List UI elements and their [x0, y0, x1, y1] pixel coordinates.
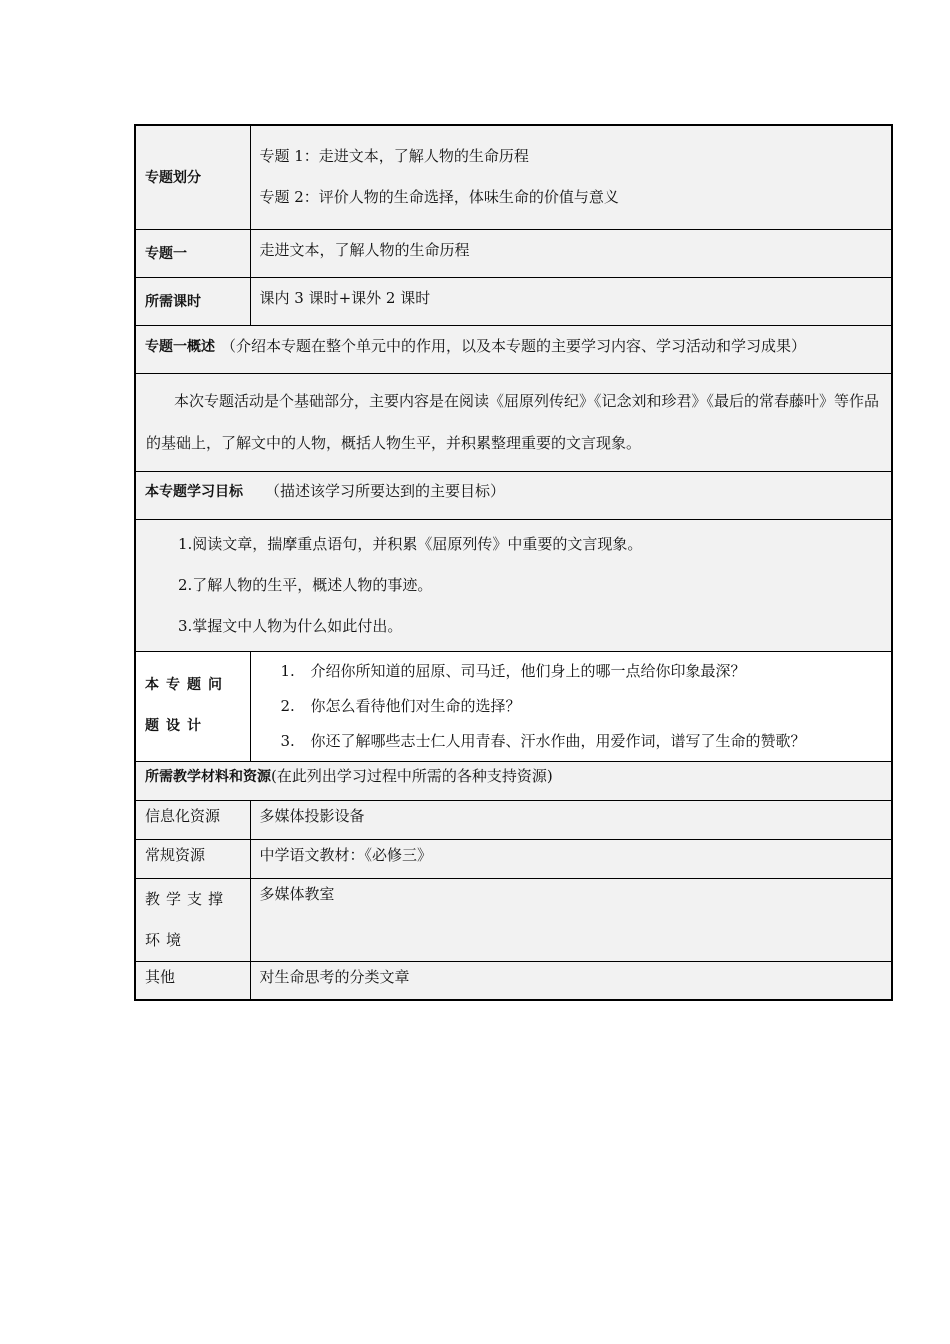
goal-item: 2.了解人物的生平，概述人物的事迹。	[178, 575, 433, 594]
goals-body	[135, 519, 892, 651]
questions-list	[250, 651, 892, 761]
goals-header-row	[135, 471, 892, 519]
resource-label: 信息化资源	[135, 800, 250, 839]
resource-value: 中学语文教材：《必修三》	[250, 839, 892, 878]
goal-item: 3.掌握文中人物为什么如此付出。	[178, 616, 403, 635]
question-item	[251, 654, 883, 689]
question-text: 你还了解哪些志士仁人用青春、汗水作曲，用爱作词，谱写了生命的赞歌？	[310, 731, 806, 750]
resource-value: 多媒体教室	[250, 878, 892, 961]
resource-row	[135, 800, 892, 839]
topic-one-value: 走进文本，了解人物的生命历程	[250, 229, 892, 277]
lesson-plan-table	[134, 124, 893, 1001]
overview-note: （介绍本专题在整个单元中的作用，以及本专题的主要学习内容、学习活动和学习成果）	[221, 336, 807, 355]
questions-label: 本专题问题设计	[135, 651, 250, 761]
resource-row	[135, 961, 892, 1000]
resources-header	[135, 761, 892, 800]
resource-row	[135, 839, 892, 878]
question-number: 2.	[280, 696, 295, 715]
resources-header-row	[135, 761, 892, 800]
question-item	[251, 689, 883, 724]
overview-header-row	[135, 325, 892, 373]
topic-line-2: 专题 2：评价人物的生命选择，体味生命的价值与意义	[259, 188, 619, 207]
goals-label: 本专题学习目标	[145, 483, 243, 500]
hours-value: 课内 3 课时+课外 2 课时	[250, 277, 892, 325]
topic-one-row	[135, 229, 892, 277]
overview-header	[135, 325, 892, 373]
topic-line-1: 专题 1：走进文本，了解人物的生命历程	[259, 147, 529, 166]
resource-label: 教学支撑环境	[135, 878, 250, 961]
hours-label: 所需课时	[135, 277, 250, 325]
resource-label: 其他	[135, 961, 250, 1000]
question-text: 你怎么看待他们对生命的选择？	[310, 696, 521, 715]
questions-row	[135, 651, 892, 761]
goals-header	[135, 471, 892, 519]
question-number: 3.	[280, 731, 295, 750]
resources-note: (在此列出学习过程中所需的各种支持资源)	[271, 766, 553, 785]
goal-item: 1.阅读文章，揣摩重点语句，并积累《屈原列传》中重要的文言现象。	[178, 534, 643, 553]
topic-division-content	[250, 125, 892, 229]
question-text: 介绍你所知道的屈原、司马迁，他们身上的哪一点给你印象最深？	[310, 661, 746, 680]
resource-label: 常规资源	[135, 839, 250, 878]
hours-row	[135, 277, 892, 325]
goals-note: （描述该学习所要达到的主要目标）	[265, 481, 506, 500]
overview-body: 本次专题活动是个基础部分，主要内容是在阅读《屈原列传纪》《记念刘和珍君》《最后的常春藤叶》等作品的基础上，了解文中的人物，概括人物生平，并积累整理重要的文言现象。	[135, 373, 892, 471]
goals-body-row	[135, 519, 892, 651]
topic-one-label: 专题一	[135, 229, 250, 277]
question-number: 1.	[280, 661, 295, 680]
resource-value: 对生命思考的分类文章	[250, 961, 892, 1000]
topic-division-label: 专题划分	[135, 125, 250, 229]
resources-label: 所需教学材料和资源	[145, 768, 271, 785]
question-item	[251, 724, 883, 759]
topic-division-row	[135, 125, 892, 229]
overview-label: 专题一概述	[145, 338, 215, 355]
resource-value: 多媒体投影设备	[250, 800, 892, 839]
overview-body-row	[135, 373, 892, 471]
resource-row	[135, 878, 892, 961]
